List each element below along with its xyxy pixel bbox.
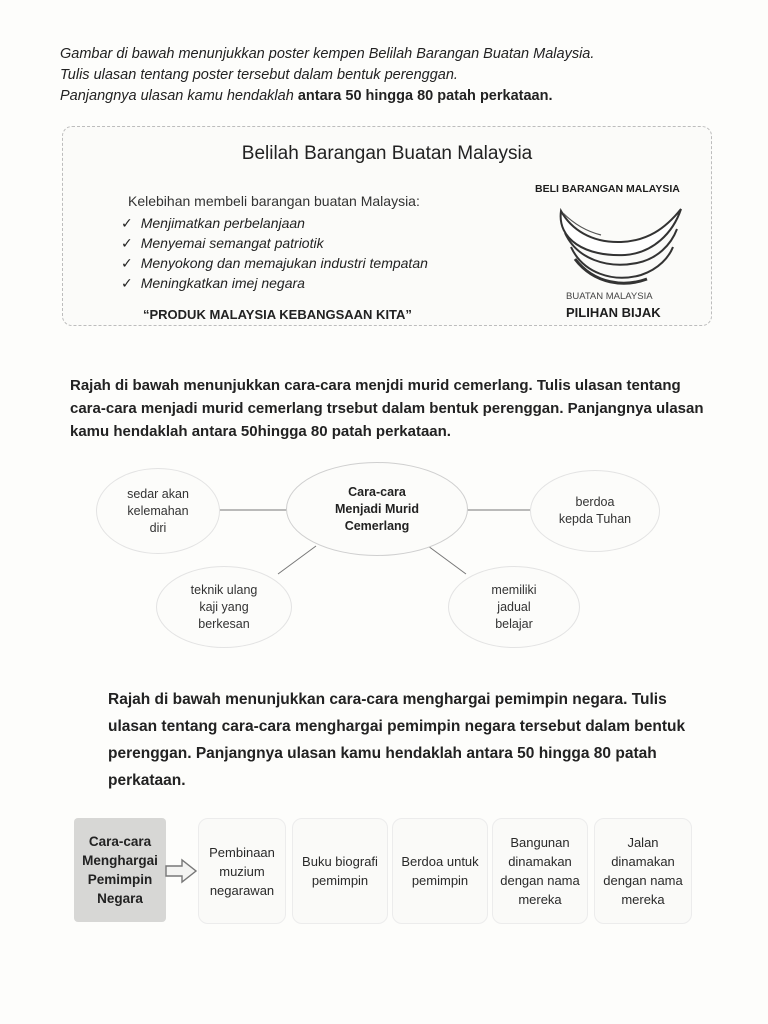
benefit-text: Menyemai semangat patriotik (140, 235, 324, 251)
poster-intro: Kelebihan membeli barangan buatan Malaysia: (128, 193, 420, 209)
right-arrow-icon (164, 858, 198, 884)
instruction-word-count: antara 50 hingga 80 patah perkataan. (297, 88, 553, 104)
flow-item: Bangunan dinamakan dengan nama mereka (492, 818, 588, 924)
flow-item: Pembinaan muzium negarawan (198, 818, 286, 924)
instruction-line: Gambar di bawah menunjukkan poster kempen Belilah Barangan Buatan Malaysia. (60, 46, 595, 62)
flow-item: Jalan dinamakan dengan nama mereka (594, 818, 692, 924)
poster-slogan: “PRODUK MALAYSIA KEBANGSAAN KITA” (143, 307, 412, 322)
mindmap-node: memiliki jadual belajar (448, 566, 580, 648)
logo-bottom-text: PILIHAN BIJAK (566, 305, 661, 320)
flow-item: Berdoa untuk pemimpin (392, 818, 488, 924)
flow-item: Buku biografi pemimpin (292, 818, 388, 924)
benefit-text: Meningkatkan imej negara (140, 275, 305, 291)
poster-title: Belilah Barangan Buatan Malaysia (241, 143, 533, 164)
check-icon: ✓ (121, 215, 133, 231)
logo-top-text: BELI BARANGAN MALAYSIA (535, 183, 680, 195)
mindmap-center: Cara-cara Menjadi Murid Cemerlang (286, 462, 468, 556)
benefit-text: Menyokong dan memajukan industri tempatan (140, 255, 428, 271)
mindmap-node: teknik ulang kaji yang berkesan (156, 566, 292, 648)
flow-heading-box: Cara-cara Menghargai Pemimpin Negara (74, 818, 166, 922)
logo-sub-text: BUATAN MALAYSIA (566, 291, 653, 302)
instruction-text: Panjangnya ulasan kamu hendaklah (60, 88, 294, 104)
instruction-line: Tulis ulasan tentang poster tersebut dalam bentuk perenggan. (60, 67, 458, 83)
benefit-text: Menjimatkan perbelanjaan (140, 215, 305, 231)
check-icon: ✓ (121, 275, 133, 291)
mindmap-node: berdoa kepda Tuhan (530, 470, 660, 552)
mindmap-node: sedar akan kelemahan diri (96, 468, 220, 554)
section2-instruction: Rajah di bawah menunjukkan cara-cara menjdi murid cemerlang. Tulis ulasan tentang cara-cara menjadi murid cemerlang trsebut dalam bentuk perenggan. Panjangnya ulasan kamu hendaklah antara 50hingga 80 patah perkataan. (70, 377, 704, 440)
section3-instruction: Rajah di bawah menunjukkan cara-cara menghargai pemimpin negara. Tulis ulasan tentang cara-cara menghargai pemimpin negara tersebut dalam bentuk perenggan. Panjangnya ulasan kamu hendaklah antara 50 hingga 80 patah perkataan. (108, 691, 686, 789)
check-icon: ✓ (121, 255, 133, 271)
check-icon: ✓ (121, 235, 133, 251)
